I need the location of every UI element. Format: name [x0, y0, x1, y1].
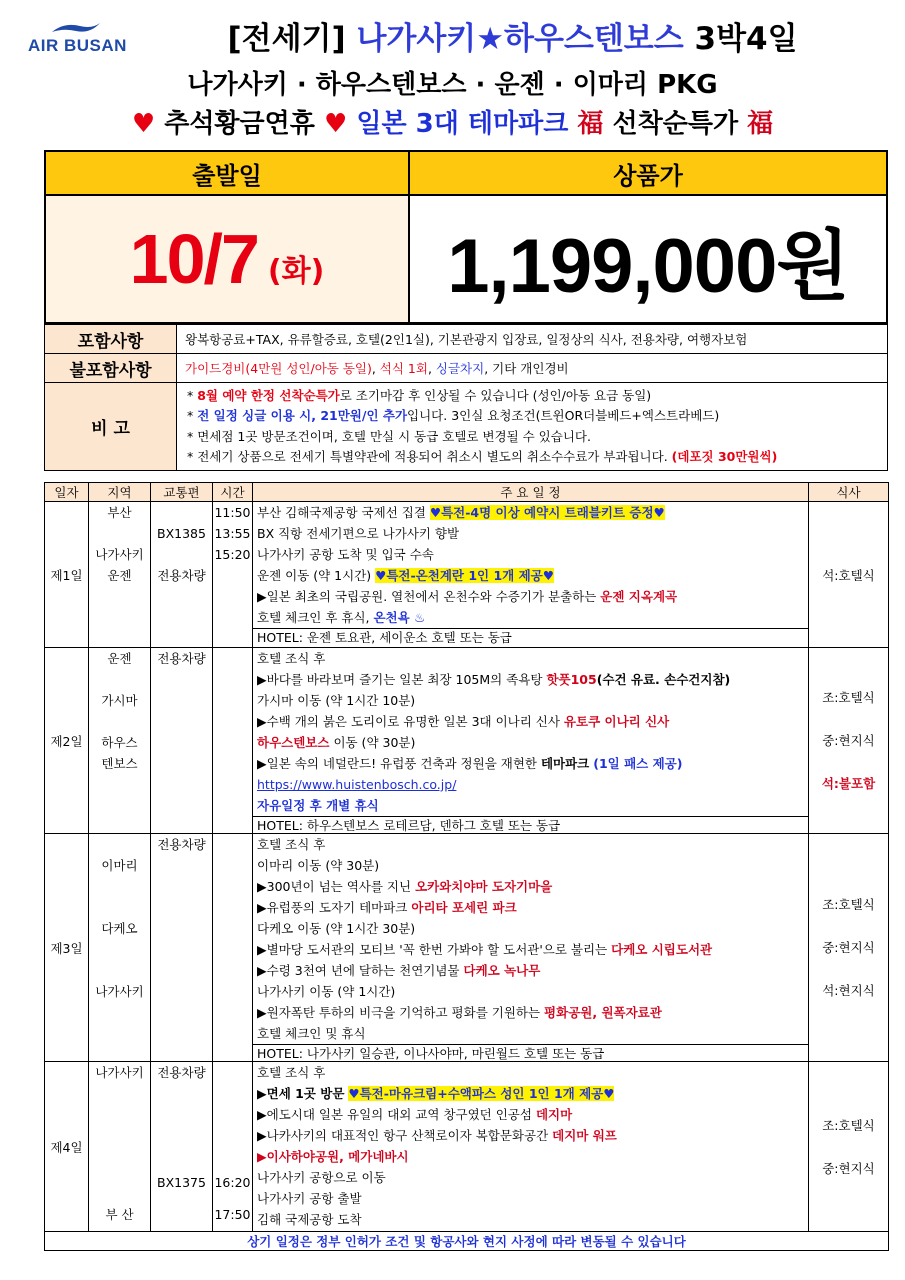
region: 이마리: [101, 858, 138, 873]
schedule-line: 나가사키 공항 도착 및 입국 수속: [257, 547, 434, 562]
region: [89, 960, 150, 981]
included-text: 왕복항공료+TAX, 유류할증료, 호텔(2인1실), 기본관광지 입장료, 일정상의 식사, 전용차량, 여행자보험: [177, 325, 888, 354]
sight-name: 유토쿠 이나리 신사: [563, 714, 670, 729]
schedule-text: ▶면세 1곳 방문: [257, 1086, 345, 1101]
excluded-single-charge: 싱글차지: [435, 360, 485, 376]
transport: 전용차량: [157, 837, 206, 852]
meal: 조:호텔식: [822, 897, 875, 912]
pass-text: (1일 패스 제공): [593, 756, 683, 771]
note-4-deposit: (데포짓 30만원씩): [671, 449, 778, 464]
excluded-label: 불포함사항: [45, 354, 177, 383]
schedule-line: 다케오 이동 (약 1시간 30분): [257, 921, 416, 936]
region-cell: [89, 1062, 151, 1232]
promo-theme: 일본 3대 테마파크: [356, 109, 569, 139]
note-2-highlight: 전 일정 싱글 이용 시, 21만원/인 추가: [197, 408, 408, 423]
note-1-rest: 로 조기마감 후 인상될 수 있습니다 (성인/아동 요금 동일): [339, 387, 652, 403]
hotel-line: HOTEL: 운젠 토요관, 세이운소 호텔 또는 동급: [253, 628, 808, 645]
sight-name: 다케오 녹나무: [463, 963, 541, 978]
price-cell: [410, 196, 886, 322]
schedule-line: [253, 607, 808, 628]
sight-name: ▶이사하야공원, 메가네바시: [257, 1149, 409, 1164]
flight-number: BX1375: [157, 1175, 206, 1190]
website-link[interactable]: https://www.huistenbosch.co.jp/: [257, 777, 457, 792]
sight-name: 오카와치야마 도자기마을: [415, 879, 553, 894]
footer-notice: 상기 일정은 정부 인허가 조건 및 항공사와 현지 사정에 따라 변동될 수 있습니다: [45, 1232, 889, 1251]
schedule-text: 운젠 이동 (약 1시간): [257, 568, 372, 583]
schedule-note: (수건 유료. 손수건지참): [596, 672, 731, 687]
day-row: [45, 834, 889, 1062]
region: [89, 897, 150, 918]
logo-text: AIR BUSAN: [28, 36, 127, 55]
departure-header: 출발일: [46, 152, 410, 196]
schedule-line: [253, 669, 808, 690]
region: 나가사키: [95, 547, 144, 562]
schedule-line: 이마리 이동 (약 30분): [257, 858, 380, 873]
special-benefit: ♥특전-4명 이상 예약시 트래블키트 증정♥: [429, 505, 665, 520]
schedule-text: 호텔 체크인 후 휴식,: [257, 610, 370, 625]
schedule-line: 호텔 체크인 및 휴식: [257, 1026, 366, 1041]
day-label: 제2일: [45, 648, 89, 834]
schedule-line: 나가사키 이동 (약 1시간): [257, 984, 396, 999]
departure-date-cell: [46, 196, 410, 322]
info-table: [44, 324, 888, 471]
schedule-cell: [253, 502, 809, 648]
transport-cell: [151, 502, 213, 648]
region: [89, 669, 150, 690]
region-cell: [89, 834, 151, 1062]
fortune-icon: 福: [577, 109, 604, 139]
region: 다케오: [101, 921, 138, 936]
meal: 석:불포함: [821, 776, 876, 791]
schedule-line: [253, 960, 808, 981]
meal-cell: [809, 648, 889, 834]
col-transport: 교통편: [151, 483, 213, 502]
schedule-line: [253, 1146, 808, 1167]
schedule-text: ▶일본 최초의 국립공원. 열천에서 온천수와 수증기가 분출하는: [257, 589, 597, 604]
promo-line: [0, 103, 905, 140]
schedule-line: [253, 711, 808, 732]
region: 나가사키: [95, 1065, 144, 1080]
note-1-highlight: 8월 예약 한정 선착순특가: [197, 387, 340, 403]
included-row: [45, 325, 888, 354]
sight-name: 아리타 포세린 파크: [411, 900, 517, 915]
col-time: 시간: [213, 483, 253, 502]
transport-cell: [151, 648, 213, 834]
schedule-line: [253, 939, 808, 960]
note-2-rest: 입니다. 3인실 요청조건(트윈OR더블베드+엑스트라베드): [407, 408, 720, 423]
region: 나가사키: [95, 984, 144, 999]
sight-name: 데지마: [535, 1107, 573, 1122]
itinerary-header-row: [45, 483, 889, 502]
meal: 석:현지식: [822, 983, 875, 998]
departure-day: (화): [267, 254, 325, 289]
special-benefit: ♥특전-마유크림+수액파스 성인 1인 1개 제공♥: [348, 1086, 615, 1101]
region: 텐보스: [101, 756, 138, 771]
itinerary-table: [44, 482, 889, 1251]
time: 13:55: [214, 526, 251, 541]
time-cell: [213, 502, 253, 648]
schedule-text: ▶나카사키의 대표적인 항구 산책로이자 복합문화공간: [257, 1128, 549, 1143]
title-bracket: [전세기]: [227, 21, 346, 57]
col-schedule: 주 요 일 정: [253, 483, 809, 502]
schedule-text: ▶300년이 넘는 역사를 지닌: [257, 879, 412, 894]
schedule-text: ▶바다를 바라보며 즐기는 일본 최장 105M의 족욕탕: [257, 672, 543, 687]
note-2: [187, 406, 879, 427]
schedule-line: [253, 1083, 808, 1104]
free-schedule: 자유일정 후 개별 휴식: [257, 798, 379, 813]
note-bullet: *: [187, 387, 194, 403]
schedule-line: 호텔 조식 후: [257, 651, 326, 666]
departure-date: 10/7: [129, 220, 258, 298]
schedule-line: 나가사키 공항으로 이동: [257, 1170, 386, 1185]
col-day: 일자: [45, 483, 89, 502]
hotel-line: HOTEL: 나가사키 일승관, 이나사야마, 마린월드 호텔 또는 동급: [253, 1044, 808, 1061]
region-cell: [89, 502, 151, 648]
excluded-dinner: 석식 1회: [379, 360, 428, 376]
note-bullet: *: [187, 408, 194, 423]
price-value: 1,199,000원: [447, 223, 849, 309]
schedule-text: 부산 김해국제공항 국제선 집결: [257, 505, 426, 520]
included-label: 포함사항: [45, 325, 177, 354]
schedule-line: 김해 국제공항 도착: [257, 1212, 362, 1227]
schedule-line: 호텔 조식 후: [257, 837, 326, 852]
transport: 전용차량: [157, 1065, 206, 1080]
day-label: 제3일: [45, 834, 89, 1062]
schedule-cell: [253, 1062, 809, 1232]
transport: [151, 502, 212, 523]
schedule-line: [253, 897, 808, 918]
col-meal: 식사: [809, 483, 889, 502]
schedule-line: [253, 1125, 808, 1146]
note-3: * 면세점 1곳 방문조건이며, 호텔 만실 시 동급 호텔로 변경될 수 있습니다.: [187, 428, 591, 444]
notes-label: 비 고: [45, 383, 177, 471]
transport-cell: [151, 834, 213, 1062]
onsen-text: 온천욕 ♨: [373, 610, 426, 625]
schedule-cell: [253, 834, 809, 1062]
meal: 조:호텔식: [822, 1117, 875, 1133]
schedule-text: ▶일본 속의 네덜란드! 유럽풍 건축과 정원을 재현한: [257, 756, 537, 771]
sight-name: 운젠 지옥계곡: [600, 589, 678, 604]
price-box: [44, 150, 888, 324]
meal: 중:현지식: [822, 1160, 875, 1176]
heart-icon: ♥: [131, 109, 156, 139]
hotel-line: HOTEL: 하우스텐보스 로테르담, 덴하그 호텔 또는 동급: [253, 816, 808, 833]
meal-cell: [809, 1062, 889, 1232]
col-region: 지역: [89, 483, 151, 502]
excluded-row: [45, 354, 888, 383]
meal-cell: [809, 834, 889, 1062]
region: [89, 939, 150, 960]
time: 17:50: [214, 1207, 251, 1222]
region: 운젠: [107, 651, 132, 666]
schedule-text: ▶에도시대 일본 유일의 대외 교역 창구였던 인공섬: [257, 1107, 532, 1122]
schedule-text: ▶유럽풍의 도자기 테마파크: [257, 900, 408, 915]
excluded-text: 가이드경비(4만원 성인/아동 동일), 석식 1회, 싱글차지, 기타 개인경비: [177, 354, 888, 383]
schedule-line: [253, 502, 808, 523]
day-label: 제1일: [45, 502, 89, 648]
transport: 전용차량: [157, 568, 206, 583]
schedule-line: [253, 1104, 808, 1125]
schedule-line: BX 직항 전세기편으로 나가사키 향발: [257, 526, 460, 541]
meal-cell: 석:호텔식: [809, 502, 889, 648]
promo-holiday: 추석황금연휴: [164, 109, 315, 139]
page-subtitle: 나가사키 · 하우스텐보스 · 운젠 · 이마리 PKG: [187, 70, 718, 100]
note-4: [187, 447, 879, 468]
meal: 조:호텔식: [822, 690, 875, 705]
time: 16:20: [214, 1175, 251, 1190]
schedule-line: [253, 586, 808, 607]
meal: 중:현지식: [822, 940, 875, 955]
schedule-text: ▶수백 개의 붉은 도리이로 유명한 일본 3대 이나리 신사: [257, 714, 560, 729]
day-label: 제4일: [45, 1062, 89, 1232]
schedule-line: 나가사키 공항 출발: [257, 1191, 362, 1206]
special-benefit: ♥특전-온천계란 1인 1개 제공♥: [375, 568, 554, 583]
title-duration: 3박4일: [694, 21, 798, 57]
sight-name: 다케오 시립도서관: [611, 942, 713, 957]
region: [89, 876, 150, 897]
meal: 중:현지식: [822, 733, 875, 748]
schedule-line: [253, 774, 808, 795]
day-row: [45, 1062, 889, 1232]
region: [89, 523, 150, 544]
region-cell: [89, 648, 151, 834]
time: 15:20: [214, 547, 251, 562]
schedule-text: ▶원자폭탄 투하의 비극을 기억하고 평화를 기원하는: [257, 1005, 541, 1020]
region: [89, 834, 150, 855]
schedule-line: [253, 1002, 808, 1023]
time-cell: [213, 648, 253, 834]
region: 운젠: [107, 568, 132, 583]
title-main: 나가사키★하우스텐보스: [356, 21, 684, 57]
excluded-rest: 기타 개인경비: [492, 360, 569, 376]
schedule-line: [253, 565, 808, 586]
schedule-line: [253, 795, 808, 816]
theme-park-text: 테마파크: [540, 756, 590, 771]
region: 부산: [107, 505, 132, 520]
flight-number: BX1385: [157, 526, 206, 541]
price-header: 상품가: [410, 152, 886, 196]
promo-special: 선착순특가: [612, 109, 739, 139]
notes-row: [45, 383, 888, 471]
transport: [151, 544, 212, 565]
transport-cell: [151, 1062, 213, 1232]
day-row: [45, 502, 889, 648]
schedule-line: [253, 732, 808, 753]
note-1: [187, 386, 879, 407]
region: [89, 711, 150, 732]
region: 하우스: [101, 735, 138, 750]
fortune-icon: 福: [747, 109, 774, 139]
schedule-line: 호텔 조식 후: [257, 1065, 326, 1080]
sight-name: 데지마 워프: [552, 1128, 617, 1143]
day-row: [45, 648, 889, 834]
sight-name: 하우스텐보스: [257, 735, 330, 750]
notes-text: [177, 383, 888, 471]
schedule-line: [253, 753, 808, 774]
excluded-guide-fee: 가이드경비(4만원 성인/아동 동일): [185, 360, 372, 376]
time-cell: [213, 834, 253, 1062]
transport: 전용차량: [157, 651, 206, 666]
time: 11:50: [214, 505, 251, 520]
schedule-text: 이동 (약 30분): [333, 735, 416, 750]
region: 가시마: [101, 693, 138, 708]
heart-icon: ♥: [323, 109, 348, 139]
footer-row: [45, 1232, 889, 1251]
schedule-text: ▶별마당 도서관의 모티브 '꼭 한번 가봐야 할 도서관'으로 불리는: [257, 942, 608, 957]
sight-name: 핫풋105: [546, 672, 597, 687]
page-title: [0, 13, 905, 58]
schedule-line: 가시마 이동 (약 1시간 10분): [257, 693, 416, 708]
schedule-cell: [253, 648, 809, 834]
schedule-line: [253, 876, 808, 897]
schedule-text: ▶수령 3천여 년에 달하는 천연기념물: [257, 963, 460, 978]
note-4-text: * 전세기 상품으로 전세기 특별약관에 적용되어 취소시 별도의 취소수수료가 부과됩니다.: [187, 449, 668, 464]
sight-name: 평화공원, 원폭자료관: [544, 1005, 662, 1020]
time-cell: [213, 1062, 253, 1232]
region: 부 산: [105, 1207, 134, 1222]
